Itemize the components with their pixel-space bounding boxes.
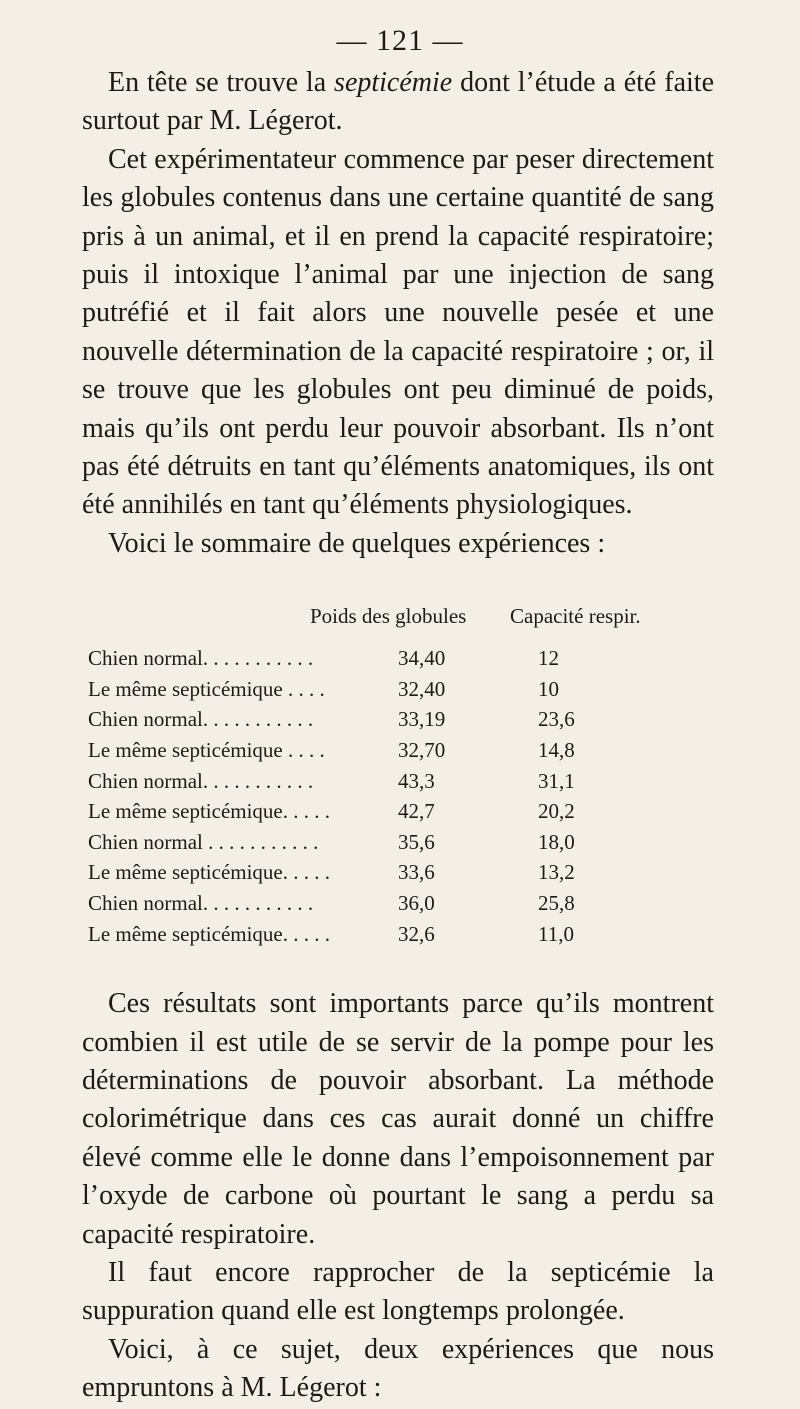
row-label: Chien normal . . . . . . . . . . . (88, 829, 319, 854)
poids-value: 42,7 (398, 799, 435, 824)
table-row (88, 919, 714, 950)
capacite-value: 25,8 (538, 891, 575, 916)
text-segment: Voici le sommaire de quelques expériences : (108, 527, 606, 559)
text-segment: Il faut encore rapprocher de la septicémie la suppuration quand elle est longtemps prolongée. (82, 1257, 714, 1327)
poids-value: 43,3 (398, 768, 435, 793)
header-poids: Poids des globules (310, 604, 467, 629)
capacite-value: 31,1 (538, 768, 575, 793)
capacite-value: 18,0 (538, 829, 575, 854)
text-segment: dont l’étude a été faite surtout par M. Légerot. (82, 67, 714, 137)
paragraph-p1 (82, 64, 714, 141)
header-capacite: Capacité respir. (510, 604, 641, 629)
poids-value: 33,19 (398, 707, 446, 732)
paragraph-p5 (82, 1254, 714, 1331)
row-label: Le même septicémique . . . . (88, 738, 325, 763)
row-label: Chien normal. . . . . . . . . . . (88, 707, 314, 732)
text-segment: En tête se trouve la (108, 67, 335, 98)
top-text (82, 64, 714, 563)
table-row (88, 674, 714, 705)
poids-value: 32,6 (398, 921, 435, 946)
row-label: Chien normal. . . . . . . . . . . (88, 646, 314, 671)
table-row (88, 827, 714, 858)
table-header (88, 601, 714, 637)
table-row (88, 704, 714, 735)
results-table (88, 601, 714, 949)
table-row (88, 796, 714, 827)
poids-value: 35,6 (398, 829, 435, 854)
capacite-value: 23,6 (538, 707, 575, 732)
bottom-text (82, 985, 714, 1407)
row-label: Chien normal. . . . . . . . . . . (88, 891, 314, 916)
row-label: Le même septicémique. . . . . (88, 921, 331, 946)
poids-value: 32,70 (398, 738, 446, 763)
emphasized-term: septicémie (334, 67, 453, 98)
capacite-value: 14,8 (538, 738, 575, 763)
row-label: Chien normal. . . . . . . . . . . (88, 768, 314, 793)
paragraph-p2 (82, 141, 714, 525)
table-row (88, 888, 714, 919)
capacite-value: 10 (538, 676, 559, 701)
table-row (88, 857, 714, 888)
page-number: — 121 — (336, 24, 464, 57)
paragraph-p3 (82, 525, 714, 563)
row-label: Le même septicémique . . . . (88, 676, 325, 701)
table-row (88, 766, 714, 797)
text-segment: Voici, à ce sujet, deux expériences que nous empruntons à M. Légerot : (82, 1333, 714, 1404)
capacite-value: 20,2 (538, 799, 575, 824)
capacite-value: 13,2 (538, 860, 575, 885)
table-row (88, 735, 714, 766)
capacite-value: 12 (538, 646, 559, 671)
poids-value: 33,6 (398, 860, 435, 885)
table-row (88, 643, 714, 674)
paragraph-p6 (82, 1331, 714, 1408)
capacite-value: 11,0 (538, 921, 574, 946)
text-segment: Cet expérimentateur commence par peser directement les globules contenus dans une certaine quantité de sang pris à un animal, et il en prend la capacité respiratoire; puis il intoxique l’animal par une injection de sang putréfié et il fait alors une nouvelle pesée et une nouvelle détermination de la capacité respiratoire ; or, il se trouve que les globules ont peu diminué de poids, mais qu’ils ont perdu leur pouvoir absorbant. Ils n’ont pas été détruits en tant qu’éléments anatomiques, ils ont été annihilés en tant qu’éléments physiologiques. (82, 143, 714, 521)
row-label: Le même septicémique. . . . . (88, 860, 331, 885)
table-body (88, 643, 714, 949)
poids-value: 32,40 (398, 676, 446, 701)
poids-value: 34,40 (398, 646, 446, 671)
poids-value: 36,0 (398, 891, 435, 916)
row-label: Le même septicémique. . . . . (88, 799, 331, 824)
text-segment: Ces résultats sont importants parce qu’ils montrent combien il est utile de se servir de la pompe pour les déterminations de pouvoir absorbant. La méthode colorimétrique dans ces cas aurait donné un chiffre élevé comme elle le donne dans l’empoisonnement par l’oxyde de carbone où pourtant le sang a perdu sa capacité respiratoire. (82, 988, 714, 1250)
paragraph-p4 (82, 985, 714, 1254)
